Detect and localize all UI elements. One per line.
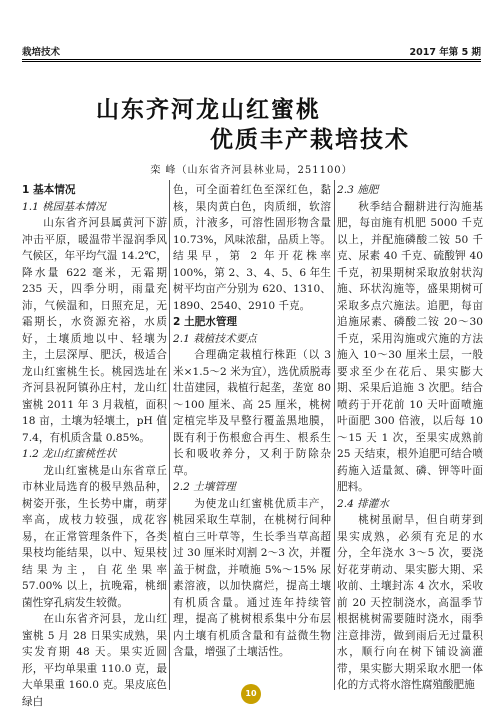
text-column-1 — [22, 182, 167, 710]
paragraph: 在山东省齐河县，龙山红蜜桃 5 月 28 日果实成熟，果实发育期 48 天。果实近圆形，平均单果重 110.0 克，最大单果重 160.0 克。果皮底色绿白 — [22, 613, 167, 708]
subsection-heading: 1.2 龙山红蜜桃性状 — [22, 448, 117, 460]
paragraph: 山东省齐河县属黄河下游冲击平原，暖温带半湿润季风气候区，年平均气温 14.2℃，降水量 622 毫米，无霜期 235 天，四季分明，雨量充沛，气候温和，日照充足，无霜期长，水资源充裕，水质好，土壤质地以中、轻壤为主，土层深厚、肥沃，极适合龙山红蜜桃生长。桃园选址在齐河县祝阿镇孙庄村，龙山红蜜桃 2011 年 3 月栽植，面积 18 亩，土壤为轻壤土，pH 值 7.4，有机质含量 0.85%。 — [22, 217, 167, 444]
paragraph: 为使龙山红蜜桃优质丰产，桃园采取生草制，在桃树行间种植白三叶草等，生长季当草高超过 30 厘米时刈割 2～3 次，并覆盖于树盘，并喷施 5%～15% 尿素溶液，以加快腐烂，提高土壤有机质含量。通过连年持续管理，提高了桃树根系集中分布层内土壤有机质含量和有益微生物含量，增强了土壤活性。 — [173, 497, 331, 658]
paragraph: 龙山红蜜桃是山东省章丘市林业局选育的极早熟品种，树姿开张，生长势中庸，萌芽率高，成枝力较强，成花容易，在正常管理条件下，各类果枝均能结果，以中、短果枝结果为主，自花坐果率 57.00% 以上，抗晚霜，桃细菌性穿孔病发生较微。 — [22, 464, 167, 609]
column-divider — [169, 180, 170, 690]
text-column-2 — [173, 182, 331, 661]
paragraph: 色，可全面着红色至深红色，黏核，果肉黄白色，肉质细，软溶质，汁液多，可溶性固形物含量 10.73%，风味浓甜，品质上等。结果早，第 2 年开花株率 100%，第 2、3、4、5、6 年生树平均亩产分别为 620、1310、1890、2540、2910 千克。 — [173, 184, 331, 312]
paragraph: 合理确定栽植行株距（以 3 米×1.5～2 米为宜），选优质脱毒壮苗建园，栽植行起垄，垄宽 80～100 厘米、高 25 厘米，桃树定植完毕及早整行覆盖黑地膜，既有利于伤根愈合再生、根系生长和吸收养分，又利于防除杂草。 — [173, 349, 331, 477]
header-rule-secondary — [22, 61, 481, 62]
paragraph: 秋季结合翻耕进行沟施基肥，每亩施有机肥 5000 千克以上，并配施磷酸二铵 50 千克、尿素 40 千克、硫酸钾 40 千克，初果期树采取放射状沟施、环状沟施等，盛果期树可采取多点穴施法。追肥，每亩追施尿素、磷酸二铵 20～30 千克，采用沟施或穴施的方法施入 10～30 厘米土层，一般要求至少在花后、果实膨大期、采果后追施 3 次肥。结合喷药于开花前 10 天叶面喷施叶面肥 300 倍液，以后每 10～15 天 1 次，至果实成熟前 25 天结束，根外追肥可结合喷药施入适量氮、磷、钾等叶面肥料。 — [337, 200, 483, 493]
column-divider — [334, 180, 335, 690]
running-header — [22, 44, 481, 58]
paragraph: 桃树虽耐旱，但自萌芽到果实成熟，必须有充足的水分，全年浇水 3～5 次，要浇好花芽萌动、果实膨大期、采收前、土壤封冻 4 次水，采收前 20 天控制浇水，高温季节根据桃树需要随时浇水，雨季注意排涝，做到雨后无过量积水，顺行向在树下铺设滴灌带，果实膨大期采取水肥一体化的方式将水溶性腐殖酸肥施 — [337, 514, 483, 691]
subsection-heading: 2.1 栽植技术要点 — [173, 332, 257, 345]
header-section: 栽培技术 — [22, 47, 61, 58]
subsection-heading: 2.4 排灌水 — [337, 497, 389, 510]
page-number-badge: 10 — [241, 684, 261, 704]
article-title-line2: 优质丰产栽培技术 — [210, 127, 410, 153]
subsection-heading: 2.3 施肥 — [337, 184, 379, 196]
text-column-3 — [337, 182, 483, 694]
author-line: 栾 峰（山东省齐河县林业局，251100） — [150, 165, 353, 176]
header-rule — [22, 59, 481, 60]
subsection-heading: 2.2 土壤管理 — [173, 481, 236, 493]
section-heading: 1 基本情况 — [22, 184, 76, 196]
header-issue: 2017 年第 5 期 — [409, 47, 481, 58]
subsection-heading: 1.1 桃园基本情况 — [22, 200, 106, 213]
article-title-line1: 山东齐河龙山红蜜桃 — [96, 97, 321, 123]
section-heading: 2 土肥水管理 — [173, 316, 238, 328]
